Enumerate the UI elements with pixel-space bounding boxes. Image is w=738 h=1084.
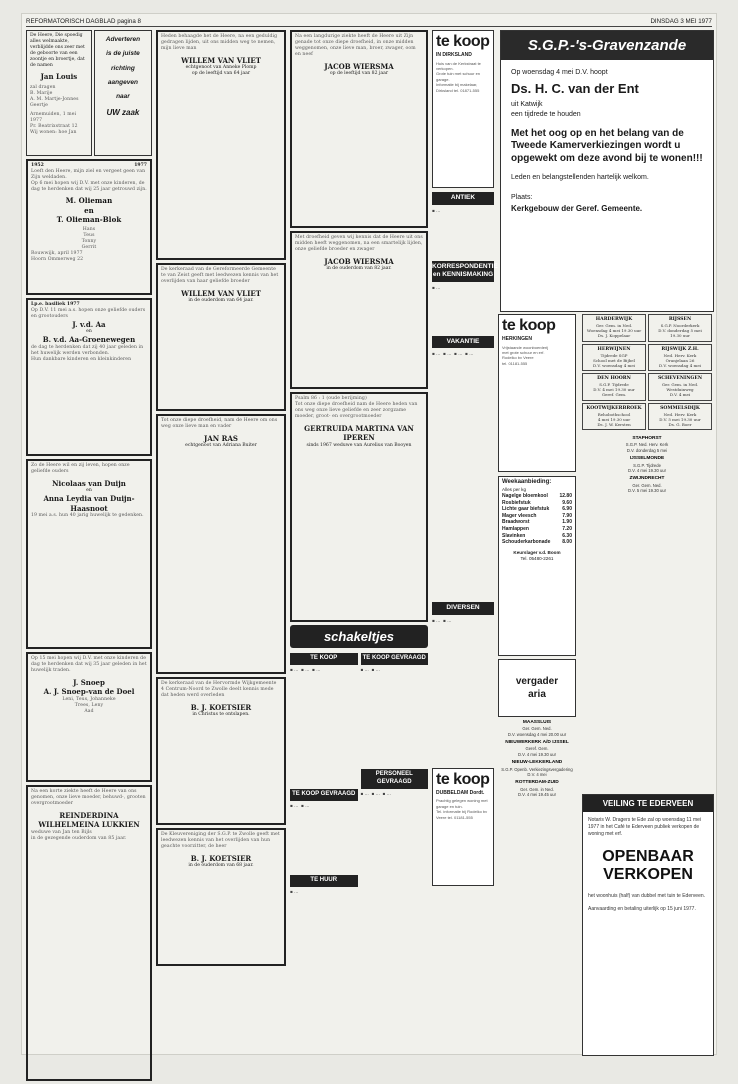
- offer-title: Weekaanbieding:: [502, 479, 552, 485]
- notice-text: Na een korte ziekte heeft de Heere van ons genomen, onze lieve moeder, behuwd-, grooten overgrootmoeder: [31, 789, 148, 807]
- classified-text: ▪ … ▪ … ▪ …: [360, 790, 391, 796]
- section-korrespondentie: KORRESPONDENTIE en KENNISMAKING: [432, 261, 494, 282]
- year-end: 1977: [134, 163, 147, 168]
- ad-location: DUBBELDAM Dordt.: [436, 789, 485, 796]
- notice-name: JACOB WIERSMA: [324, 257, 394, 267]
- anniversary-notice-2: [26, 298, 152, 456]
- price-row: Mager vleesch 7.90: [502, 512, 572, 519]
- notice-rest: weduwe van Jan ten Bijls in de gezegende ouderdom van 85 jaar.: [31, 829, 127, 841]
- shop-name: Keurslager v.d. Boom: [513, 549, 561, 555]
- column-6: [582, 314, 712, 494]
- te-koop-dubbeldam-ad: [432, 768, 494, 886]
- place-value: Kerkgebouw der Geref. Gemeente.: [511, 203, 643, 213]
- notice-name: Nicolaas van Duijn: [52, 479, 126, 489]
- obituary-koetsier: [156, 677, 286, 825]
- ad-text: Huis van de Kerkstraat te verkopen. Grote tuin met schuur en garage. Informatie bij makelaar, Dirksland tel. 01871-555: [436, 60, 481, 93]
- veiling-title: VEILING TE EDERVEEN: [583, 795, 713, 812]
- column-4: [432, 30, 498, 890]
- classified-text: ▪ … ▪ …: [290, 802, 310, 808]
- price-row: Braadworst 1.90: [502, 519, 572, 526]
- section-diversen: DIVERSEN: [432, 602, 494, 615]
- notice-sub: echtgenoot van Anneke Plomp: [185, 65, 257, 71]
- price-row: Schouderkarbonade 8.00: [502, 539, 572, 546]
- obituary-wiersma-2: [290, 231, 428, 389]
- notice-names: M. Olieman en T. Olieman-Blok: [56, 196, 122, 224]
- meeting-tile: RIJSWIJK Z.H. Ned. Herv. Kerk Oranjelaan 26 D.V. woensdag 4 mei: [648, 344, 712, 372]
- notice-text: Op D.V. 11 mei a.s. hopen onze geliefde ouders en grootouders: [31, 308, 147, 320]
- sgp-appeal: Met het oog op en het belang van de Tweede Kamerverkiezingen wordt u opgewekt om deze avond bij te wonen!!!: [511, 127, 703, 164]
- notice-and: en: [86, 329, 92, 335]
- shop-phone: Tel. 05480-2261: [520, 555, 554, 561]
- classified-text: ▪ …: [432, 207, 441, 213]
- ad-location: IN DIRKSLAND: [436, 52, 472, 58]
- notice-sub: in de ouderdom van 64 jaar.: [188, 298, 254, 304]
- notice-text: Met droefheid geven wij kennis dat de Heere uit ons midden heeft weggenomen, na een smartelijk lijden, onze geliefde broeder en zwager: [295, 235, 425, 253]
- notice-place: Arnemuiden, 1 mei 1977 Pr. Beatrixstraat 12 Wij wonen: hoe Jan: [30, 111, 78, 136]
- header-left: REFORMATORISCH DAGBLAD pagina 8: [26, 17, 141, 25]
- veiling-headline: OPENBAAR VERKOPEN: [602, 848, 694, 883]
- adv-line: naar: [116, 93, 130, 101]
- sgp-gravenzande-ad: [500, 30, 714, 312]
- classified-text: ▪ …: [432, 284, 441, 290]
- column-1: [26, 30, 152, 1084]
- classified-text: ▪ … ▪ … ▪ … ▪ …: [432, 351, 474, 357]
- adv-line: is de juiste: [106, 50, 140, 58]
- meeting-tile: HARDERWIJK Ger. Gem. in Ned. Woensdag 4 mei 19.30 uur Ds. J. Koppelaar: [582, 314, 646, 342]
- te-koop-dirksland-ad: [432, 30, 494, 188]
- header-right: DINSDAG 3 MEI 1977: [650, 17, 712, 25]
- notice-name: Jan Louis: [40, 72, 78, 82]
- notice-rest: de dag te herdenken dat zij 40 jaar geleden in het huwelijk werden verbonden. Hun dankbare kinderen en kleinkinderen: [31, 344, 144, 362]
- notice-sub: in de ouderdom van 68 jaar.: [188, 863, 254, 869]
- notice-name: REINDERDINA: [59, 811, 119, 821]
- meeting-tile: HERWIJNEN Tijdrede SGP School met de Bijbel D.V. woensdag 4 mei: [582, 344, 646, 372]
- adv-line: Adverteren: [105, 36, 141, 43]
- price-row: Lichte gaar biefstuk 6.90: [502, 506, 572, 513]
- veiling-text: het woonhuis (half) van dubbel met tuin te Ederveen.: [588, 893, 706, 900]
- notice-sub: in Christus te ontslapen.: [192, 712, 250, 718]
- section-vakantie: VAKANTIE: [432, 336, 494, 349]
- section-te-koop-gevraagd: TE KOOP GEVRAAGD: [290, 789, 358, 801]
- classifieds-right: [361, 651, 429, 941]
- te-koop-herkingen-ad: [498, 314, 576, 472]
- ad-location: HERKINGEN: [502, 336, 533, 342]
- notice-name: B. J. KOETSIER: [190, 854, 252, 864]
- ad-text: Vrijstaande woonboerderij met grote schuur en erf. Rodelko bv Veere tel. 01181-555: [502, 344, 549, 366]
- notice-sub: echtgenoot van Adriana Buiter: [185, 443, 257, 449]
- sgp-line: Leden en belangstellenden hartelijk welkom.: [511, 174, 649, 182]
- birth-notice: [26, 30, 92, 156]
- sgp-line: uit Katwijk: [511, 100, 543, 108]
- adv-line: richting: [111, 64, 135, 72]
- meeting-directory: MAASSLUIS Ger. Gem. Ned. D.V. woensdag 4 mei 20.00 uur NIEUWERKERK A/D IJSSEL Geref. Gem. D.V. 4 mei 19.30 uur NIEUW-LEKKERLAND S.G.P. Openb. Verkiezingsvergadering D.V. 4 mei ROTTERDAM-ZUID Ger. Gem. in Ned. D.V. 4 mei 19.45 uur: [501, 720, 573, 798]
- section-personeel-gevraagd: PERSONEEL GEVRAAGD: [361, 769, 429, 789]
- meeting-tile: SCHEVENINGEN Ger. Gem. in Ned. Westduinweg D.V. 4 mei: [648, 373, 712, 401]
- notice-text: Loeft den Heere, mijn ziel en vergeet geen van Zijn weldaden. Op 6 mei hopen wij D.V. met onze kinderen, de dag te herdenken dat wij 25 jaar getrouwd zijn.: [31, 169, 147, 193]
- notice-rest: 19 mei a.s. hun 40 jarig huwelijk te gedenken.: [31, 512, 144, 518]
- notice-text: Heden behaagde het de Heere, na een geduldig gedragen lijden, uit ons midden weg te nemen, mijn lieve man: [161, 34, 279, 52]
- notice-text: De Heere, Die spoedig alles welmaakte, verblijdde ons zeer met de geboorte van een zoontje en broertje, dat de namen: [30, 33, 85, 69]
- obituary-vliet-church: [156, 263, 286, 411]
- notice-sub: op de leeftijd van 64 jaar: [191, 71, 251, 77]
- schakeltjes-banner: schakeltjes: [290, 625, 428, 648]
- te-koop-logo: te koop: [436, 770, 490, 788]
- meeting-tile: SOMMELSDIJK Ned. Herv. Kerk D.V. 5 mei 19.30 uur Ds. G. Boer: [648, 403, 712, 431]
- place-label: Plaats:: [511, 193, 533, 201]
- adv-line: UW zaak: [106, 108, 140, 118]
- notice-sub: in de ouderdom van 82 jaar.: [326, 266, 392, 272]
- section-te-huur: TE HUUR: [290, 875, 358, 887]
- price-row: Slavinken 6.30: [502, 532, 572, 539]
- obituary-koetsier-sgp: [156, 828, 286, 966]
- price-row: Nagelge bloemkool 12.80: [502, 492, 572, 499]
- notice-children: Leni, Teus, Johanneke Trees, Leny Aad: [62, 696, 116, 714]
- newspaper-page: [22, 14, 716, 1054]
- obituary-ras: [156, 414, 286, 674]
- price-row: Hamlappen 7.20: [502, 525, 572, 532]
- notice-text: De kerkeraad van de Gereformeerde Gemeente te van Zeist geeft met leedwezen kennis van het overlijden van haar geliefde broeder: [161, 267, 280, 285]
- page-header: [26, 16, 712, 27]
- notice-head: Lp.e. basiliek 1977: [31, 302, 80, 307]
- notice-parents: zal dragen B. Marije A. M. Martje-Jonnes Geertje: [30, 84, 79, 108]
- meeting-directory-2: STAPHORST S.G.P. Ned. Herv. Kerk D.V. donderdag 5 mei IJSSELMONDE S.G.P. Tijdrede D.V. 4 mei 19.30 uur ZWIJNDRECHT Ger. Gem. Ned. D.V. 5 mei 19.30 uur: [625, 436, 669, 494]
- column-5: [498, 314, 576, 798]
- meeting-tile: RIJSSEN S.G.P. Noorderkerk D.V. donderdag 5 mei 19.30 uur: [648, 314, 712, 342]
- notice-text: Na een langdurige ziekte heeft de Heere uit Zijn genade tot onze diepe droefheid, in onze midden weggenomen, onze lieve man, broer, zwager, oom en neef: [295, 34, 418, 58]
- speaker-name: Ds. H. C. van der Ent: [511, 80, 639, 96]
- notice-text: De Kleuvereniging der S.G.P. te Zwolle geeft met leedwezen kennis van het overlijden van hun geachte voorzitter, de heer: [161, 832, 282, 850]
- meeting-tiles: [582, 314, 712, 430]
- notice-name: JACOB WIERSMA: [324, 62, 394, 72]
- offer-sub: Alles per kg: [502, 486, 527, 492]
- classified-text: ▪ …: [290, 888, 299, 894]
- obituary-wiersma: [290, 30, 428, 228]
- anniversary-notice-3: [26, 459, 152, 649]
- notice-name: GERTRUIDA MARTINA VAN IPEREN: [304, 424, 414, 443]
- classified-text: ▪ … ▪ …: [360, 667, 380, 673]
- notice-name: J. v.d. Aa: [72, 320, 106, 330]
- weekaanbieding-ad: [498, 476, 576, 656]
- notice-text: Tot onze diepe droefheid, nam de Heere om ons weg onze lieve man en vader: [161, 418, 279, 430]
- veiling-ederveen-ad: [582, 794, 714, 1056]
- notice-name: WILLEM VAN VLIET: [181, 56, 261, 66]
- section-te-koop: TE KOOP: [290, 653, 358, 665]
- price-row: Rosbiefstuk 9.60: [502, 499, 572, 506]
- notice-name: B. J. KOETSIER: [190, 703, 252, 713]
- section-antiek: ANTIEK: [432, 192, 494, 205]
- veiling-text: Notaris W. Dragers te Ede zal op woensdag 11 mei 1977 in het Café te Ederveen publiek verkopen de woning met erf.: [588, 817, 702, 837]
- classifieds-left: [290, 651, 358, 941]
- notice-text: Zo de Heere wil en zij leven, hopen onze geliefde ouders: [31, 463, 132, 475]
- column-3: [290, 30, 428, 941]
- veiling-text: Aanvaarding en betaling uiterlijk op 15 juni 1977.: [588, 906, 696, 913]
- notice-text: Op 15 mei hopen wij D.V. met onze kinderen de dag te herdenken dat wij 35 jaar geleden in het huwelijk traden.: [31, 656, 149, 674]
- classified-text: ▪ … ▪ … ▪ …: [290, 667, 321, 673]
- sgp-line: Op woensdag 4 mei D.V. hoopt: [511, 69, 608, 76]
- sgp-line: een tijdrede te houden: [511, 110, 581, 118]
- anniversary-notice: [26, 159, 152, 295]
- notice-name: B. v.d. Aa-Groenewegen: [42, 335, 136, 345]
- notice-sub: sinds 1967 weduwe van Aurelius van Booyen: [306, 442, 412, 448]
- notice-name: WILHELMEINA LUKKIEN: [38, 820, 140, 830]
- year-start: 1952: [31, 163, 44, 168]
- te-koop-logo: te koop: [502, 317, 556, 334]
- vergaderaria-ad: vergader aria: [498, 659, 576, 717]
- meeting-tile: KOOTWIJKERBROEK Rehobothschool 4 mei 19.30 uur Ds. J. W. Kersten: [582, 403, 646, 431]
- notice-text: Psalm 86 : 1 (oude berijming) Tot onze diepe droefheid nam de Heere heden van ons weg onze lieve geliefde en zeer zorgzame moeder, groot- en overgrootmoeder: [295, 396, 418, 420]
- notice-text: De kerkeraad van de Hervormde Wijkgemeente 4 Centrum-Noord te Zwolle deelt kennis mede dat heden werd overleden: [161, 681, 279, 699]
- notice-sub: op de leeftijd van 82 jaar: [329, 71, 389, 77]
- column-2: [156, 30, 286, 969]
- notice-name: A. J. Snoep-van de Doel: [43, 687, 135, 697]
- notice-name: WILLEM VAN VLIET: [181, 289, 261, 299]
- notice-name: J. Snoep: [73, 678, 105, 688]
- adv-line: aangeven: [107, 78, 138, 86]
- notice-name: Anna Leydia van Duijn-Haasnoot: [43, 494, 135, 513]
- obituary-iperen: [290, 392, 428, 622]
- te-koop-logo: te koop: [436, 33, 490, 50]
- notice-name: JAN RAS: [204, 434, 238, 444]
- meeting-tile: DEN HOORN S.G.P. Tijdrede D.V. 4 mei 19.30 uur Geref. Gem.: [582, 373, 646, 401]
- obituary-notice: [26, 785, 152, 1081]
- sgp-title: S.G.P.-'s-Gravenzande: [501, 31, 713, 60]
- section-te-koop-gevraagd: TE KOOP GEVRAAGD: [361, 653, 429, 665]
- ad-text: Prachtig gelegen woning met garage en tuin. Tel. informatie bij Rodelko bv Veere tel. 01181-555: [436, 798, 488, 820]
- anniversary-notice-4: [26, 652, 152, 782]
- obituary-vliet: [156, 30, 286, 260]
- notice-place: Rouwwijk, april 1977 Hoorn Ommerweg 22: [31, 251, 84, 263]
- notice-children: Hans Teus Tonny Gerrit: [81, 227, 97, 251]
- classified-text: ▪ … ▪ …: [432, 617, 452, 623]
- advertise-box: [94, 30, 152, 156]
- notice-and: en: [86, 488, 92, 494]
